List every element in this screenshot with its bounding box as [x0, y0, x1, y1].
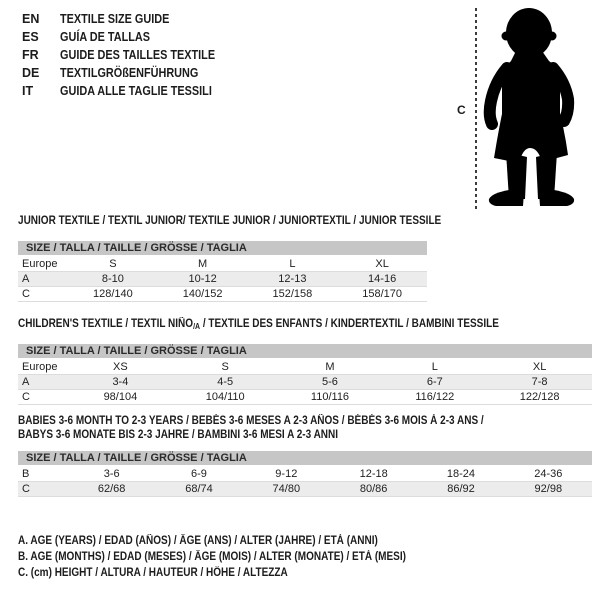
size-cell: 74/80: [243, 482, 330, 497]
babies-size-table: [18, 451, 592, 497]
children-size-table: [18, 344, 592, 405]
height-measure-dashed-line: [475, 8, 477, 210]
size-cell: 158/170: [337, 287, 427, 302]
language-code: DE: [22, 66, 40, 80]
language-row: [22, 82, 238, 100]
title-subscript: /A: [193, 322, 201, 331]
title-text: JUNIOR TEXTILE / TEXTIL JUNIOR/ TEXTILE JUNIOR / JUNIORTEXTIL / JUNIOR TESSILE: [18, 215, 442, 227]
size-cell: 9-12: [243, 466, 330, 482]
language-row: [22, 10, 238, 28]
size-cell: XL: [337, 256, 427, 272]
height-measure-label: C: [457, 103, 466, 117]
section-title-line: [18, 414, 517, 428]
row-label: Europe: [18, 359, 68, 375]
size-cell: 86/92: [417, 482, 504, 497]
size-cell: 5-6: [278, 375, 383, 390]
size-cell: 152/158: [248, 287, 338, 302]
size-cell: XS: [68, 359, 173, 375]
row-label: C: [18, 482, 68, 497]
section-junior-textile: [18, 214, 442, 302]
table-row: [18, 256, 427, 272]
size-header-bar: SIZE / TALLA / TAILLE / GRÖSSE / TAGLIA: [18, 451, 592, 466]
language-label: TEXTILE SIZE GUIDE: [60, 12, 170, 26]
size-cell: XL: [487, 359, 592, 375]
size-header-bar: SIZE / TALLA / TAILLE / GRÖSSE / TAGLIA: [18, 344, 592, 359]
language-row: [22, 46, 238, 64]
size-cell: 4-5: [173, 375, 278, 390]
size-cell: 98/104: [68, 390, 173, 405]
size-cell: 14-16: [337, 272, 427, 287]
size-cell: S: [68, 256, 158, 272]
language-label: GUIDA ALLE TAGLIE TESSILI: [60, 84, 212, 98]
title-text: / TEXTILE DES ENFANTS / KINDERTEXTIL / BAMBINI TESSILE: [200, 318, 499, 330]
size-cell: 24-36: [505, 466, 592, 482]
footnote-line: A. AGE (YEARS) / EDAD (AÑOS) / ÂGE (ANS) / ALTER (JAHRE) / ETÀ (ANNI): [18, 535, 378, 547]
title-text: BABIES 3-6 MONTH TO 2-3 YEARS / BEBÉS 3-6 MESES A 2-3 AÑOS / BÉBÉS 3-6 MOIS À 2-3 ANS /: [18, 415, 484, 427]
size-cell: 8-10: [68, 272, 158, 287]
language-row: [22, 64, 238, 82]
language-list: [22, 10, 238, 100]
size-cell: 62/68: [68, 482, 155, 497]
footnote-line: B. AGE (MONTHS) / EDAD (MESES) / ÂGE (MOIS) / ALTER (MONATE) / ETÀ (MESI): [18, 551, 406, 563]
size-header-bar: SIZE / TALLA / TAILLE / GRÖSSE / TAGLIA: [18, 241, 427, 256]
size-cell: 6-9: [155, 466, 242, 482]
size-cell: S: [173, 359, 278, 375]
section-title-line: [18, 317, 517, 334]
size-cell: M: [158, 256, 248, 272]
size-cell: 7-8: [487, 375, 592, 390]
row-label: C: [18, 390, 68, 405]
size-cell: 10-12: [158, 272, 248, 287]
table-row: [18, 375, 592, 390]
size-cell: 110/116: [278, 390, 383, 405]
section-title-line: [18, 428, 517, 442]
size-cell: 80/86: [330, 482, 417, 497]
size-cell: 128/140: [68, 287, 158, 302]
section-title: [18, 317, 592, 334]
table-row: [18, 287, 427, 302]
language-code: ES: [22, 30, 39, 44]
table-row: [18, 359, 592, 375]
language-code: FR: [22, 48, 39, 62]
section-title: [18, 414, 592, 442]
section-babies-textile: [18, 414, 592, 497]
size-cell: 6-7: [382, 375, 487, 390]
table-row: [18, 466, 592, 482]
size-cell: 104/110: [173, 390, 278, 405]
toddler-silhouette-icon: [482, 5, 582, 210]
size-cell: 3-6: [68, 466, 155, 482]
footnote-line: C. (cm) HEIGHT / ALTURA / HAUTEUR / HÖHE / ALTEZZA: [18, 567, 288, 579]
size-cell: L: [248, 256, 338, 272]
row-label: Europe: [18, 256, 68, 272]
table-row: [18, 482, 592, 497]
row-label: B: [18, 466, 68, 482]
language-row: [22, 28, 238, 46]
language-label: GUÍA DE TALLAS: [60, 30, 151, 44]
size-cell: 12-18: [330, 466, 417, 482]
size-cell: M: [278, 359, 383, 375]
size-cell: 68/74: [155, 482, 242, 497]
language-label: TEXTILGRÖßENFÜHRUNG: [60, 66, 199, 80]
title-text: BABYS 3-6 MONATE BIS 2-3 JAHRE / BAMBINI 3-6 MESI A 2-3 ANNI: [18, 429, 339, 441]
table-row: [18, 272, 427, 287]
size-cell: L: [382, 359, 487, 375]
section-title: [18, 214, 442, 228]
footnotes: [18, 533, 464, 581]
language-label: GUIDE DES TAILLES TEXTILE: [60, 48, 216, 62]
row-label: C: [18, 287, 68, 302]
junior-size-table: [18, 241, 427, 302]
table-row: [18, 390, 592, 405]
row-label: A: [18, 272, 68, 287]
section-children-textile: [18, 317, 592, 405]
size-cell: 18-24: [417, 466, 504, 482]
size-cell: 3-4: [68, 375, 173, 390]
size-cell: 12-13: [248, 272, 338, 287]
size-cell: 92/98: [505, 482, 592, 497]
title-text: CHILDREN'S TEXTILE / TEXTIL NIÑO: [18, 318, 194, 330]
section-title-line: [18, 214, 442, 228]
size-cell: 116/122: [382, 390, 487, 405]
size-cell: 140/152: [158, 287, 248, 302]
language-code: EN: [22, 12, 40, 26]
size-cell: 122/128: [487, 390, 592, 405]
row-label: A: [18, 375, 68, 390]
language-code: IT: [22, 84, 34, 98]
